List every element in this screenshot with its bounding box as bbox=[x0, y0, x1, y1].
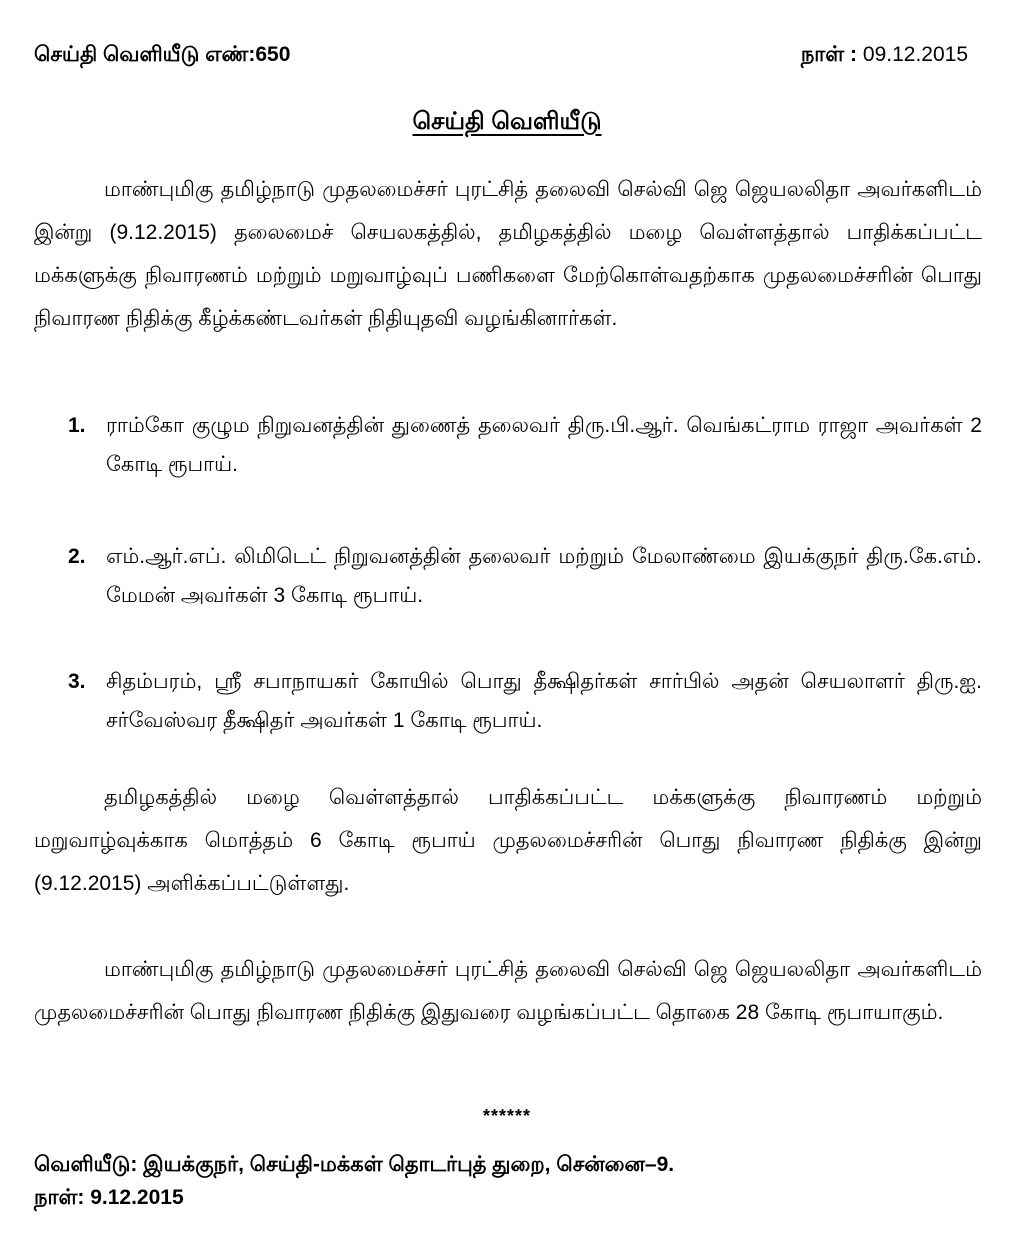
document-title: செய்தி வெளியீடு bbox=[412, 108, 602, 135]
donation-number: 1. bbox=[68, 414, 86, 437]
donation-text: எம்.ஆர்.எப். லிமிடெட் நிறுவனத்தின் தலைவர் மற்றும் மேலாண்மை இயக்குநர் திரு.கே.எம். மேமன் அவர்கள் 3 கோடி ரூபாய். bbox=[106, 545, 982, 607]
donation-item bbox=[68, 537, 982, 615]
intro-paragraph: மாண்புமிகு தமிழ்நாடு முதலமைச்சர் புரட்சித் தலைவி செல்வி ஜெ ஜெயலலிதா அவர்களிடம் இன்று (9.12.2015) தலைமைச் செயலகத்தில், தமிழகத்தில் மழை வெள்ளத்தால் பாதிக்கப்பட்ட மக்களுக்கு நிவாரணம் மற்றும் மறுவாழ்வுப் பணிகளை மேற்கொள்வதற்காக முதலமைச்சரின் பொது நிவாரண நிதிக்கு கீழ்க்கண்டவர்கள் நிதியுதவி வழங்கினார்கள். bbox=[34, 178, 982, 330]
donation-item bbox=[68, 662, 982, 740]
footer-date: நாள்: 9.12.2015 bbox=[34, 1186, 184, 1209]
release-number: செய்தி வெளியீடு எண்:650 bbox=[34, 43, 291, 66]
cumulative-paragraph: மாண்புமிகு தமிழ்நாடு முதலமைச்சர் புரட்சித் தலைவி செல்வி ஜெ ஜெயலலிதா அவர்களிடம் முதலமைச்சரின் பொது நிவாரண நிதிக்கு இதுவரை வழங்கப்பட்ட தொகை 28 கோடி ரூபாயாகும். bbox=[34, 958, 982, 1024]
header-row bbox=[34, 40, 968, 72]
donation-text: சிதம்பரம், ஸ்ரீ சபாநாயகர் கோயில் பொது தீக்ஷிதர்கள் சார்பில் அதன் செயலாளர் திரு.ஐ. சர்வேஸ்வர தீக்ஷிதர் அவர்கள் 1 கோடி ரூபாய். bbox=[106, 670, 982, 732]
header-date bbox=[801, 43, 968, 69]
separator: ****** bbox=[482, 1106, 532, 1126]
total-paragraph: தமிழகத்தில் மழை வெள்ளத்தால் பாதிக்கப்பட்ட மக்களுக்கு நிவாரணம் மற்றும் மறுவாழ்வுக்காக மொத்தம் 6 கோடி ரூபாய் முதலமைச்சரின் பொது நிவாரண நிதிக்கு இன்று (9.12.2015) அளிக்கப்பட்டுள்ளது. bbox=[34, 786, 982, 895]
donation-number: 2. bbox=[68, 545, 86, 568]
header-date-value: 09.12.2015 bbox=[862, 43, 968, 66]
donation-item bbox=[68, 406, 982, 484]
footer-release-by: வெளியீடு: இயக்குநர், செய்தி-மக்கள் தொடர்புத் துறை, சென்னை–9. bbox=[34, 1153, 675, 1176]
donation-number: 3. bbox=[68, 670, 86, 693]
header-date-label: நாள் : bbox=[800, 43, 863, 66]
donation-text: ராம்கோ குழும நிறுவனத்தின் துணைத் தலைவர் திரு.பி.ஆர். வெங்கட்ராம ராஜா அவர்கள் 2 கோடி ரூபாய். bbox=[106, 414, 982, 476]
